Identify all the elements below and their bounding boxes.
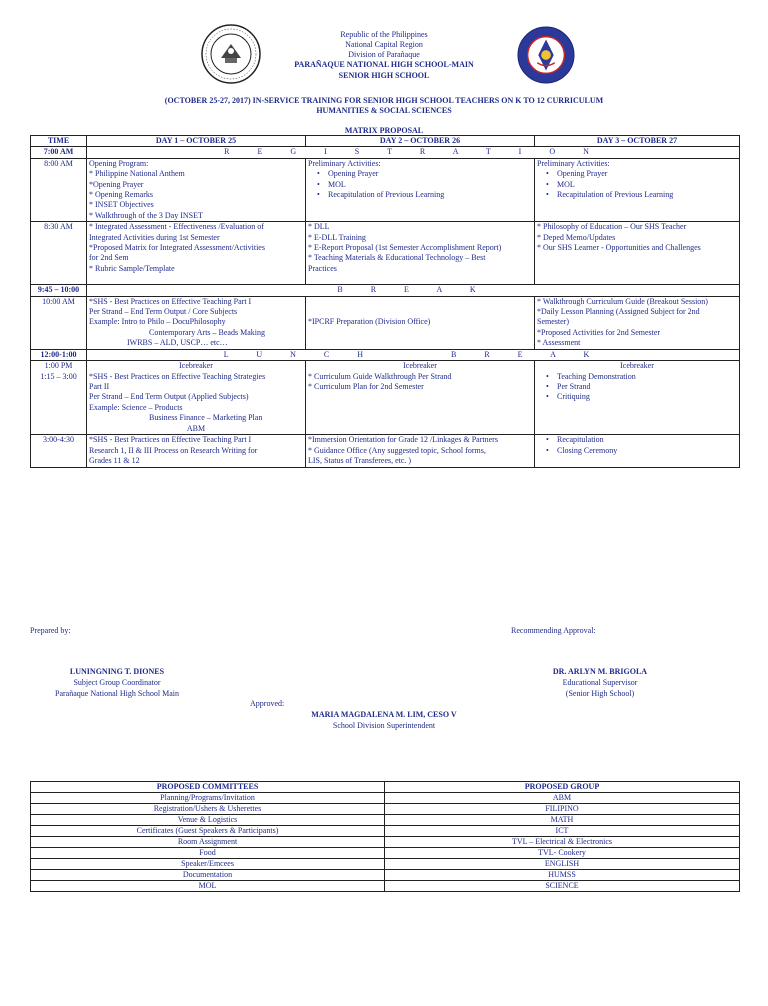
lunch-label: L U N C H B R E A K	[87, 349, 740, 360]
preparer-title: Subject Group Coordinator	[73, 678, 161, 687]
group-cell: TVL – Electrical & Electronics	[385, 837, 740, 848]
time-1000: 10:00 AM	[31, 296, 87, 349]
day3-830-line: * Philosophy of Education – Our SHS Teacher	[537, 222, 687, 232]
day1-300-line: Research 1, II & III Process on Research Writing for	[89, 445, 258, 455]
group-cell: MATH	[385, 815, 740, 826]
day2-800-list	[308, 169, 532, 200]
day1-830-line: * Rubric Sample/Template	[89, 263, 175, 273]
day3-1000-line: Semester)	[537, 317, 569, 327]
day3-800-title: Preliminary Activities:	[537, 158, 610, 168]
break-label: B R E A K	[87, 285, 740, 296]
day2-100-line: * Curriculum Guide Walkthrough Per Strand	[308, 371, 452, 381]
day3-100	[535, 361, 740, 435]
approved-label: Approved:	[250, 699, 285, 708]
day2-300-line: *Immersion Orientation for Grade 12 /Linkages & Partners	[308, 435, 498, 445]
day2-800-title: Preliminary Activities:	[308, 158, 381, 168]
recommending-approval-label: Recommending Approval:	[511, 626, 596, 635]
day1-100-line: Per Strand – End Term Output (Applied Subjects)	[89, 392, 249, 402]
recommender-name: DR. ARLYN M. BRIGOLA	[552, 667, 648, 676]
day1-100	[87, 361, 306, 435]
day1-1000-line: Contemporary Arts – Beads Making	[149, 327, 265, 337]
group-cell: HUMSS	[385, 870, 740, 881]
recommender-title: Educational Supervisor	[562, 678, 638, 687]
day1-1000-line: Example: Intro to Philo – DocuPhilosophy	[89, 317, 226, 327]
day1-800-line: * Opening Remarks	[89, 190, 153, 200]
list-item: • Teaching Demonstration	[537, 372, 737, 382]
table-row	[31, 859, 740, 870]
break-row	[31, 285, 740, 296]
icebreaker-label: Icebreaker	[620, 361, 654, 371]
day3-830-line: * Our SHS Learner - Opportunities and Challenges	[537, 243, 701, 253]
day1-830	[87, 222, 306, 285]
time-100	[31, 361, 87, 435]
recommender-department: (Senior High School)	[565, 689, 635, 698]
preparer-name: LUNINGNING T. DIONES	[69, 667, 165, 676]
day1-800-line: Opening Program:	[89, 158, 149, 168]
matrix-header-row	[31, 136, 740, 147]
table-row	[31, 870, 740, 881]
day3-830	[535, 222, 740, 285]
list-item: • Critiquing	[537, 392, 737, 402]
registration-time: 7:00 AM	[31, 147, 87, 158]
list-item: • Opening Prayer	[537, 169, 737, 179]
header-division: Division of Parañaque	[348, 50, 420, 59]
day3-1000-line: *Daily Lesson Planning (Assigned Subject for 2nd	[537, 307, 700, 317]
group-cell: SCIENCE	[385, 881, 740, 892]
committees-header-row	[31, 782, 740, 793]
day2-830-line: Practices	[308, 263, 337, 273]
col-header-day2: DAY 2 – OCTOBER 26	[306, 136, 535, 147]
day1-800-line: * INSET Objectives	[89, 200, 154, 210]
committee-cell: Registration/Ushers & Usherettes	[31, 804, 385, 815]
group-cell: ENGLISH	[385, 859, 740, 870]
day1-1000-line: IWRBS – ALD, USCP… etc…	[127, 338, 228, 348]
col-header-day3: DAY 3 – OCTOBER 27	[535, 136, 740, 147]
list-item: • Opening Prayer	[308, 169, 532, 179]
group-cell: ICT	[385, 826, 740, 837]
table-row	[31, 815, 740, 826]
col-header-day1: DAY 1 – OCTOBER 25	[87, 136, 306, 147]
time-830: 8:30 AM	[31, 222, 87, 285]
header-shs: SENIOR HIGH SCHOOL	[338, 71, 430, 80]
table-row	[31, 826, 740, 837]
committee-cell: Food	[31, 848, 385, 859]
day2-800	[306, 158, 535, 221]
document-title: (OCTOBER 25-27, 2017) IN-SERVICE TRAINING FOR SENIOR HIGH SCHOOL TEACHERS ON K TO 12 CURRICULUM	[164, 96, 604, 105]
day1-1000-line: Per Strand – End Term Output / Core Subjects	[89, 307, 238, 317]
day1-830-line: for 2nd Sem	[89, 253, 129, 263]
schedule-row-100	[31, 361, 740, 435]
group-header: PROPOSED GROUP	[385, 782, 740, 793]
day1-100-line: Example: Science – Products	[89, 402, 183, 412]
approver-name: MARIA MAGDALENA M. LIM, CESO V	[311, 710, 457, 719]
schedule-row-800	[31, 158, 740, 221]
day3-1000-line: * Assessment	[537, 338, 581, 348]
committee-cell: Speaker/Emcees	[31, 859, 385, 870]
day2-300-line: LIS, Status of Transferees, etc. )	[308, 455, 412, 465]
table-row	[31, 881, 740, 892]
day1-300-line: *SHS - Best Practices on Effective Teaching Part I	[89, 435, 252, 445]
committee-cell: MOL	[31, 881, 385, 892]
day1-800-line: * Walkthrough of the 3 Day INSET	[89, 210, 203, 220]
day1-100-line: Part II	[89, 381, 110, 391]
prepared-by-label: Prepared by:	[30, 626, 71, 635]
document-subtitle: HUMANITIES & SOCIAL SCIENCES	[316, 106, 452, 115]
committee-cell: Venue & Logistics	[31, 815, 385, 826]
list-item: • Closing Ceremony	[537, 446, 737, 456]
day3-1000-line: * Walkthrough Curriculum Guide (Breakout Session)	[537, 296, 708, 306]
committees-header: PROPOSED COMMITTEES	[31, 782, 385, 793]
table-row	[31, 804, 740, 815]
schedule-row-1000	[31, 296, 740, 349]
day2-830-line: * E-DLL Training	[308, 232, 366, 242]
day2-830-line: * Teaching Materials & Educational Technology – Best	[308, 253, 486, 263]
day2-100-line: * Curriculum Plan for 2nd Semester	[308, 381, 424, 391]
day2-830	[306, 222, 535, 285]
header-region: National Capital Region	[345, 40, 423, 49]
col-header-time: TIME	[31, 136, 87, 147]
day1-100-line: ABM	[186, 423, 206, 433]
icebreaker-label: Icebreaker	[403, 361, 437, 371]
list-item: • Per Strand	[537, 382, 737, 392]
day3-300-list	[537, 435, 737, 456]
list-item: • MOL	[537, 180, 737, 190]
committee-cell: Certificates (Guest Speakers & Participants)	[31, 826, 385, 837]
group-cell: TVL- Cookery	[385, 848, 740, 859]
day2-830-line: * DLL	[308, 222, 330, 232]
group-cell: ABM	[385, 793, 740, 804]
schedule-row-830	[31, 222, 740, 285]
schedule-matrix-table	[30, 135, 740, 468]
table-row	[31, 837, 740, 848]
day1-830-line: Integrated Activities during 1st Semester	[89, 232, 220, 242]
day1-800-line: * Philippine National Anthem	[89, 169, 185, 179]
lunch-row	[31, 349, 740, 360]
group-cell: FILIPINO	[385, 804, 740, 815]
day2-300-line: * Guidance Office (Any suggested topic, School forms,	[308, 445, 486, 455]
day2-100	[306, 361, 535, 435]
registration-row	[31, 147, 740, 158]
committee-cell: Planning/Programs/Invitation	[31, 793, 385, 804]
day3-1000	[535, 296, 740, 349]
day3-800	[535, 158, 740, 221]
break-time: 9:45 – 10:00	[31, 285, 87, 296]
day1-800	[87, 158, 306, 221]
table-row	[31, 793, 740, 804]
day1-830-line: *Proposed Matrix for Integrated Assessment/Activities	[89, 243, 265, 253]
approver-title: School Division Superintendent	[332, 721, 436, 730]
schedule-row-300	[31, 435, 740, 468]
day3-800-list	[537, 169, 737, 200]
day1-100-line: *SHS - Best Practices on Effective Teaching Strategies	[89, 371, 266, 381]
list-item: • Recapitulation of Previous Learning	[537, 190, 737, 200]
day3-1000-line: *Proposed Activities for 2nd Semester	[537, 327, 661, 337]
matrix-proposal-label: MATRIX PROPOSAL	[344, 126, 424, 135]
day1-1000	[87, 296, 306, 349]
time-100-range: 1:15 – 3:00	[40, 371, 77, 381]
preparer-school: Parañaque National High School Main	[55, 689, 179, 698]
day1-800-line: *Opening Prayer	[89, 179, 144, 189]
list-item: • Recapitulation of Previous Learning	[308, 190, 532, 200]
day2-300	[306, 435, 535, 468]
table-row	[31, 848, 740, 859]
list-item: • Recapitulation	[537, 435, 737, 445]
day1-100-line: Business Finance – Marketing Plan	[149, 413, 263, 423]
icebreaker-label: Icebreaker	[179, 361, 213, 371]
day2-1000: *IPCRF Preparation (Division Office)	[306, 296, 535, 349]
time-300: 3:00-4:30	[31, 435, 87, 468]
committee-cell: Documentation	[31, 870, 385, 881]
committee-cell: Room Assignment	[31, 837, 385, 848]
day3-300	[535, 435, 740, 468]
day3-100-list	[537, 372, 737, 403]
time-800: 8:00 AM	[31, 158, 87, 221]
list-item: • MOL	[308, 180, 532, 190]
day2-830-line: * E-Report Proposal (1st Semester Accomplishment Report)	[308, 243, 502, 253]
day1-300-line: Grades 11 & 12	[89, 455, 140, 465]
lunch-time: 12:00-1:00	[31, 349, 87, 360]
time-100-start: 1:00 PM	[44, 361, 73, 371]
committees-table	[30, 781, 740, 892]
day3-830-line: * Deped Memo/Updates	[537, 232, 616, 242]
header-republic: Republic of the Philippines	[340, 30, 428, 39]
day1-1000-line: *SHS - Best Practices on Effective Teaching Part I	[89, 296, 252, 306]
registration-label: R E G I S T R A T I O N	[87, 147, 740, 158]
day1-300	[87, 435, 306, 468]
header-school: PARAÑAQUE NATIONAL HIGH SCHOOL-MAIN	[294, 60, 474, 69]
day1-830-line: * Integrated Assessment - Effectiveness /Evaluation of	[89, 222, 264, 232]
